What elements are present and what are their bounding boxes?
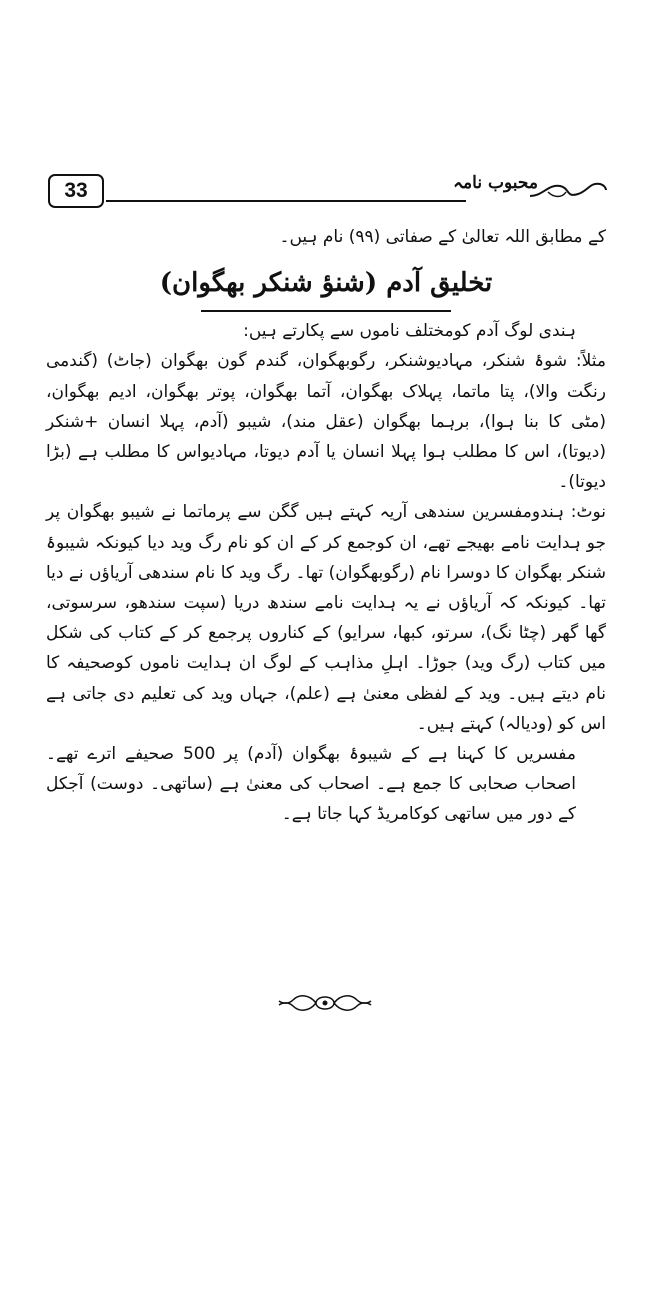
intro-line: کے مطابق اللہ تعالیٰ کے صفاتی (۹۹) نام ہیں۔	[279, 227, 606, 247]
header-flourish-icon	[528, 178, 608, 202]
paragraph-1: ہندی لوگ آدم کومختلف ناموں سے پکارتے ہیں:	[243, 321, 576, 342]
paragraph-4: مفسریں کا کہنا ہے کے شیبوۂ بھگوان (آدم) پر 500 صحیفے اترے تھے۔ اصحاب صحابی کا جمع ہے۔ اصحاب کی معنیٰ ہے (ساتھی۔ دوست) آجکل کے دور میں ساتھی کوکامریڈ کہا جاتا ہے۔	[46, 744, 576, 825]
paragraph-2: مثلاً: شوۂ شنکر، مہادیوشنکر، رگوبھگوان، گندم گون بھگوان (جاٹ) (گندمی رنگت والا)، پتا ماتما، پہلاک بھگوان، آتما بھگوان، پوتر بھگوان، ادیم بھگوان، (مٹی کا بنا ہوا)، برہما بھگوان (عقل مند)، شیبو (آدم، پہلا انسان +شنکر (دیوتا)، اس کا مطلب ہوا پہلا انسان یا آدم دیوتا، مہادیواس کا مطلب ہے (بڑا دیوتا)۔	[46, 351, 606, 493]
page-body	[46, 222, 606, 830]
page-number: 33	[48, 174, 104, 208]
header-rule	[106, 200, 466, 202]
title-underline	[201, 310, 451, 312]
section-end-ornament-icon	[275, 988, 375, 1018]
section-title: تخلیق آدم (شنؤ شنکر بھگوان)	[159, 268, 493, 299]
page-header	[48, 170, 608, 210]
book-title: محبوب نامہ	[453, 173, 538, 193]
paragraph-3: نوٹ: ہندومفسرین سندھی آریہ کہتے ہیں گگن سے پرماتما نے شیبو بھگوان پر جو ہدایت نامے بھیجے تھے، ان کوجمع کر کے ان کو نام رگ وید دیا کیونکہ شیبوۂ شنکر بھگوان کا دوسرا نام (رگوبھگوان) تھا۔ رگ وید کا نام سندھی آریاؤں نے دیا تھا۔ کیونکہ کہ آریاؤں نے یہ ہدایت نامے سندھ دریا (سپت سندھو، سرسوتی، گھا گھر (چٹا نگ)، سرتو، کبھا، سرایو) کے کناروں پرجمع کر کے کتاب کی شکل میں کتاب (رگ وید) جوڑا۔ اہلِ مذاہب کے لوگ ان ہدایت ناموں کوصحیفہ کا نام دیتے ہیں۔ وید کے لفظی معنیٰ ہے (علم)، جہاں وید کی تعلیم دی جاتی ہے اس کو (ودیالہ) کہتے ہیں۔	[46, 502, 606, 734]
